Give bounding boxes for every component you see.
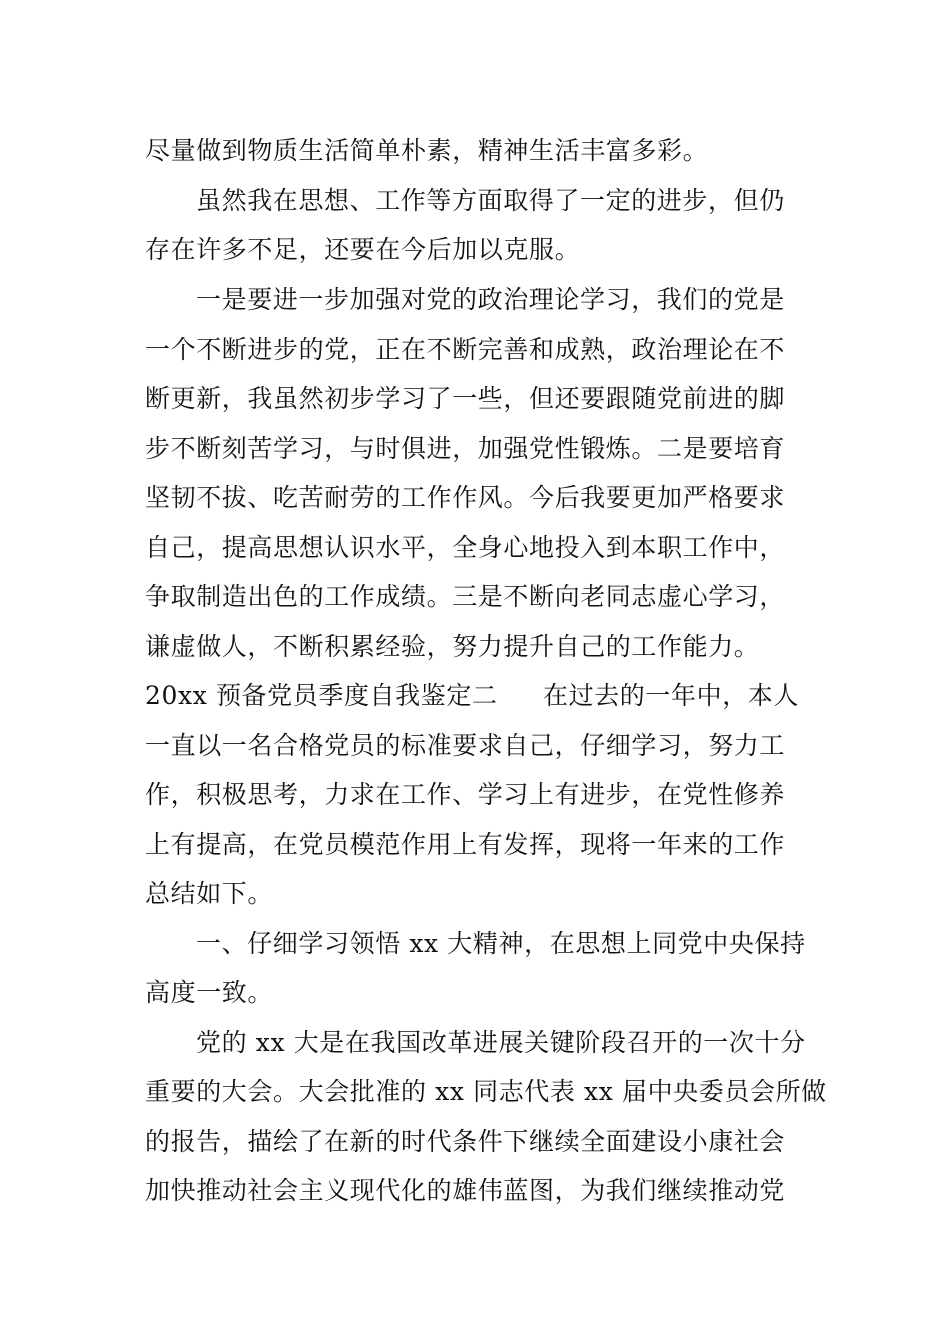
text-line: 坚韧不拔、吃苦耐劳的工作作风。今后我要更加严格要求 [145,483,786,512]
text-line: 的报告，描绘了在新的时代条件下继续全面建设小康社会 [145,1127,786,1156]
text-line: 加快推动社会主义现代化的雄伟蓝图，为我们继续推动党 [145,1176,786,1205]
text-line: 高度一致。 [145,978,274,1007]
heading-line [145,676,825,716]
text-line: 一个不断进步的党，正在不断完善和成熟，政治理论在不 [145,335,786,364]
text-line: 尽量做到物质生活简单朴素，精神生活丰富多彩。 [145,136,709,165]
text-line: 谦虚做人，不断积累经验，努力提升自己的工作能力。 [145,632,760,661]
text-line: 作，积极思考，力求在工作、学习上有进步，在党性修养 [145,780,786,809]
text-line: 一是要进一步加强对党的政治理论学习，我们的党是 [196,285,785,314]
text-line: 一直以一名合格党员的标准要求自己，仔细学习，努力工 [145,731,786,760]
text-line: 步不断刻苦学习，与时俱进，加强党性锻炼。二是要培育 [145,434,786,463]
text-line: 一、仔细学习领悟 xx 大精神，在思想上同党中央保持 [196,929,806,958]
text-line: 断更新，我虽然初步学习了一些，但还要跟随党前进的脚 [145,384,786,413]
text-line: 上有提高，在党员模范作用上有发挥，现将一年来的工作 [145,830,786,859]
text-line: 党的 xx 大是在我国改革进展关键阶段召开的一次十分 [196,1028,806,1057]
text-line: 存在许多不足，还要在今后加以克服。 [145,235,581,264]
section-heading: 20xx 预备党员季度自我鉴定二 [145,681,498,710]
text-line: 争取制造出色的工作成绩。三是不断向老同志虚心学习， [145,582,786,611]
text-line: 总结如下。 [145,879,274,908]
text-line: 虽然我在思想、工作等方面取得了一定的进步，但仍 [196,186,785,215]
text-line: 自己，提高思想认识水平，全身心地投入到本职工作中， [145,533,786,562]
text-line: 在过去的一年中，本人 [543,681,800,710]
text-line: 重要的大会。大会批准的 xx 同志代表 xx 届中央委员会所做 [145,1077,827,1106]
